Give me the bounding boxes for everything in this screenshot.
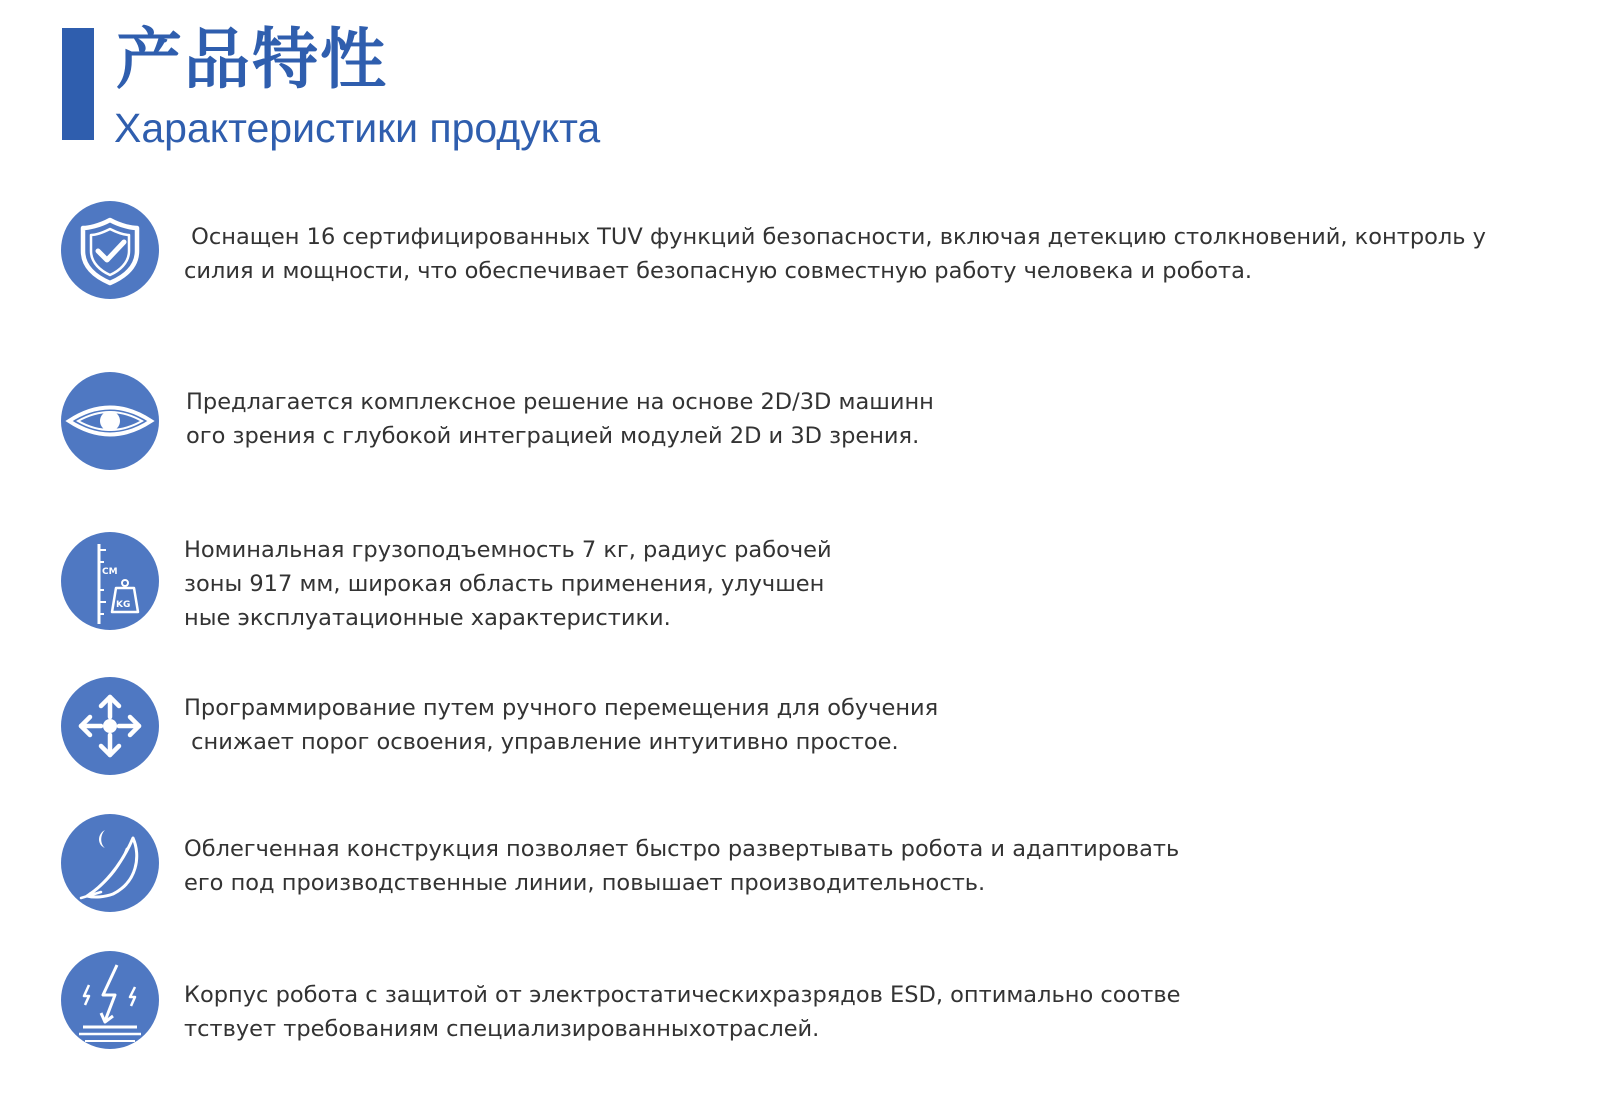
page-subtitle: Характеристики продукта — [114, 105, 601, 151]
ruler-weight-icon — [61, 532, 159, 630]
page-title: 产品特性 — [116, 21, 388, 98]
move-arrows-icon — [61, 677, 159, 775]
feature-payload-text: Номинальная грузоподъемность 7 кг, радиус рабочей зоны 917 мм, широкая область применения, улучшен ные эксплуатационные характеристики. — [184, 537, 832, 631]
eye-icon — [61, 372, 159, 470]
feature-programming-text: Программирование путем ручного перемещения для обучения снижает порог освоения, управление интуитивно простое. — [184, 695, 939, 755]
esd-lightning-icon — [61, 951, 159, 1049]
feature-safety-text: Оснащен 16 сертифицированных TUV функций безопасности, включая детекцию столкновений, контроль у силия и мощности, что обеспечивает безопасную совместную работу человека и робота. — [184, 224, 1487, 284]
title-accent-bar — [62, 28, 94, 140]
shield-check-icon — [61, 201, 159, 299]
ruler-cm-label: CM — [102, 567, 118, 577]
feature-esd-text: Корпус робота с защитой от электростатическихразрядов ESD, оптимально соотве тствует требованиям специализированныхотраслей. — [184, 982, 1181, 1042]
feather-icon — [61, 814, 159, 912]
feature-vision-text: Предлагается комплексное решение на основе 2D/3D машинн ого зрения с глубокой интеграцией модулей 2D и 3D зрения. — [186, 389, 934, 449]
feature-lightweight-text: Облегченная конструкция позволяет быстро развертывать робота и адаптировать его под производственные линии, повышает производительность. — [184, 836, 1180, 896]
weight-kg-label: KG — [116, 600, 131, 610]
